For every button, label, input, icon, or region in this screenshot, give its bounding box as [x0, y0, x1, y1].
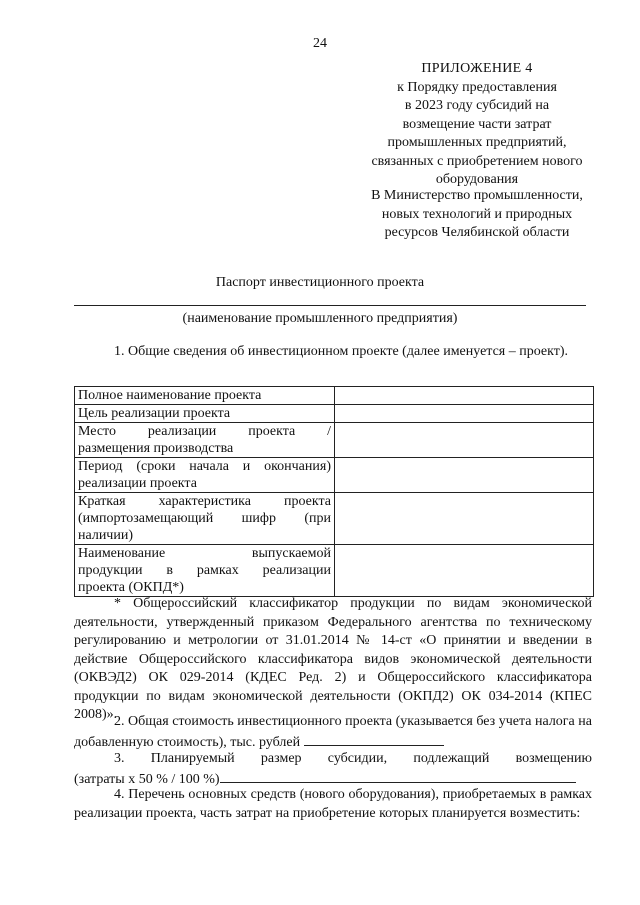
- footnote-text: * Общероссийский классификатор продукции по видам экономической деятельности, утвержденный приказом Федерального агентства по техническому регулированию и метрологии от 31.01.2014 № 14-ст «О принятии и введении в действие Общероссийского классификатора видов экономической деятельности (ОКВЭД2) ОК 029-2014 (КДЕС Ред. 2) и Общероссийского классификатора продукции по видам экономической деятельности (ОКПД2) ОК 034-2014 (КПЕС 2008)».: [74, 596, 592, 722]
- appendix-block: [352, 60, 602, 190]
- table-label-line: наличии): [78, 528, 133, 543]
- table-row: [75, 387, 594, 405]
- page-number: 24: [313, 36, 327, 51]
- table-value-cell: [335, 405, 594, 423]
- section-3-text: 3. Планируемый размер субсидии, подлежащий возмещению: [114, 751, 592, 766]
- table-label-line: продукции в рамках реализации: [78, 563, 331, 578]
- table-label-line: Период (сроки начала и окончания): [78, 459, 331, 474]
- table-row: [75, 405, 594, 423]
- table-label-line: Краткая характеристика проекта: [78, 494, 331, 509]
- table-label: [75, 423, 335, 458]
- table-value-cell: [335, 493, 594, 545]
- table-label: Полное наименование проекта: [75, 387, 335, 405]
- appendix-line: в 2023 году субсидий на: [404, 98, 550, 113]
- table-label-line: проекта (ОКПД*): [78, 580, 184, 595]
- subsidy-blank: [220, 769, 576, 783]
- appendix-line: возмещение части затрат: [402, 116, 552, 132]
- table-row: [75, 545, 594, 597]
- addressee-line: новых технологий и природных: [381, 206, 573, 222]
- appendix-line: оборудования: [435, 172, 519, 187]
- table-row: [75, 493, 594, 545]
- appendix-title: ПРИЛОЖЕНИЕ 4: [421, 61, 533, 76]
- table-value-cell: [335, 545, 594, 597]
- enterprise-name-line: [74, 305, 586, 306]
- appendix-line: связанных с приобретением нового: [371, 153, 583, 169]
- enterprise-caption: (наименование промышленного предприятия): [182, 311, 458, 326]
- project-info-table: [74, 386, 594, 597]
- table-label: [75, 493, 335, 545]
- section-2: [74, 713, 592, 752]
- table-row: [75, 423, 594, 458]
- table-label: [75, 545, 335, 597]
- appendix-line: промышленных предприятий,: [387, 135, 567, 150]
- section-3-formula: (затраты х 50 % / 100 %): [74, 771, 220, 787]
- section-4-text: 4. Перечень основных средств (нового оборудования), приобретаемых в рамках реализации проекта, часть затрат на приобретение которых планируется возместить:: [74, 787, 592, 821]
- table-value-cell: [335, 387, 594, 405]
- table-label-line: Место реализации проекта /: [78, 424, 331, 439]
- addressee-line: В Министерство промышленности,: [371, 188, 583, 203]
- table-value-cell: [335, 423, 594, 458]
- table-label: Цель реализации проекта: [75, 405, 335, 423]
- table-value-cell: [335, 458, 594, 493]
- table-label-line: реализации проекта: [78, 476, 197, 491]
- addressee-line: ресурсов Челябинской области: [384, 225, 570, 240]
- section-2-text: 2. Общая стоимость инвестиционного проекта (указывается без учета налога на добавленную стоимость), тыс. рублей: [74, 714, 592, 750]
- table-label-line: размещения производства: [78, 441, 234, 456]
- appendix-line: к Порядку предоставления: [397, 79, 557, 95]
- passport-title: Паспорт инвестиционного проекта: [215, 275, 425, 290]
- section-1-text: 1. Общие сведения об инвестиционном проекте (далее именуется – проект).: [114, 344, 569, 359]
- table-label: [75, 458, 335, 493]
- cost-blank: [304, 732, 444, 746]
- addressee-block: [352, 187, 602, 243]
- table-row: [75, 458, 594, 493]
- section-3: [74, 750, 592, 789]
- table-label-line: (импортозамещающий шифр (при: [78, 511, 331, 526]
- table-label-line: Наименование выпускаемой: [78, 546, 331, 561]
